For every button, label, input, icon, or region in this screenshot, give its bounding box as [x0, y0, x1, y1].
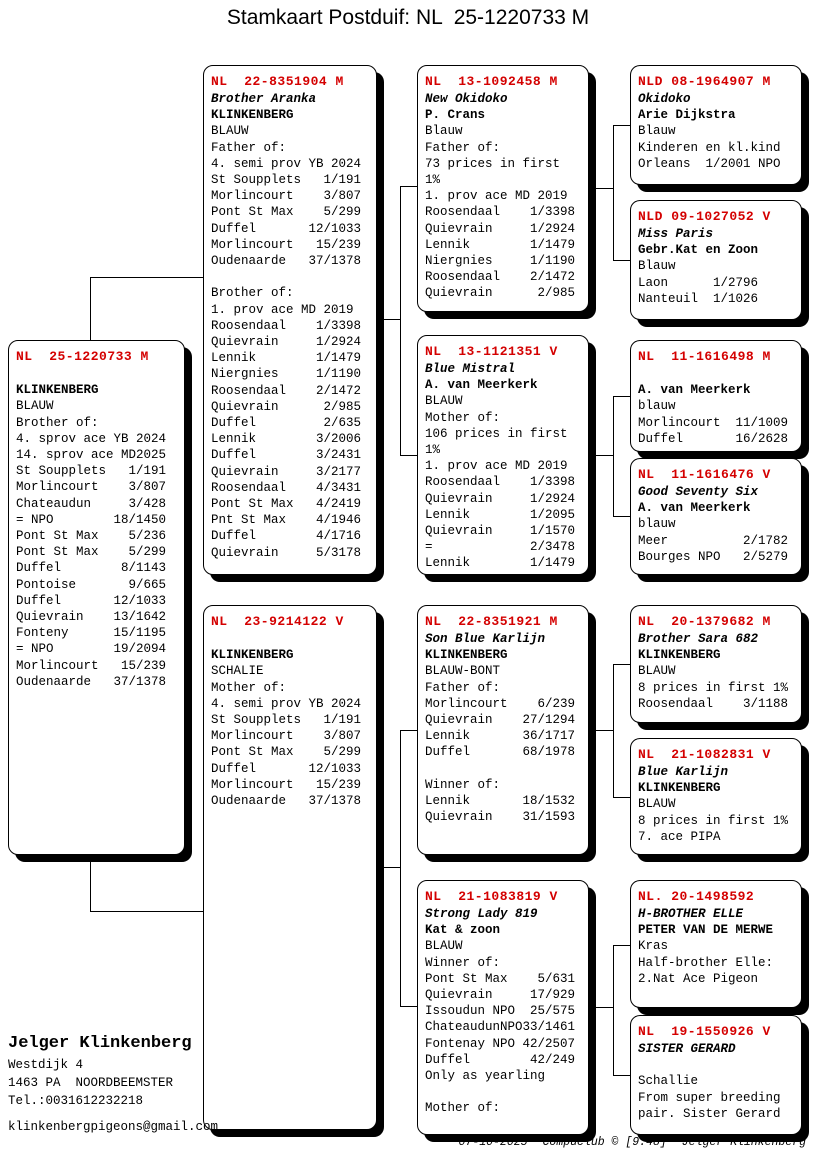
box-content: [638, 226, 794, 307]
box-line: Roosendaal 2/1472: [425, 270, 576, 285]
box-line: Pontoise 9/665: [16, 577, 167, 592]
box-line: Mother of:: [425, 1101, 501, 1116]
ring-number: NL 21-1083819 V: [425, 889, 558, 904]
box-line: Blauw: [638, 124, 676, 139]
box-content: [638, 764, 794, 845]
pedigree-box-grandmother-paternal: [417, 335, 589, 575]
pedigree-box-great-grandparent-5: [630, 605, 802, 723]
ring-number: NL 20-1379682 M: [638, 614, 771, 629]
box-line: BLAUW: [638, 797, 676, 812]
box-line: Duffel 3/2431: [211, 448, 362, 463]
box-line: Morlincourt 15/239: [16, 658, 167, 673]
box-line: Brother of:: [16, 415, 99, 430]
box-line: Fontenay NPO 42/2507: [425, 1036, 576, 1051]
box-content: [638, 366, 794, 447]
box-line: Quievrain 1/2924: [211, 335, 362, 350]
box-line: Niergnies 1/1190: [211, 367, 362, 382]
box-line: [638, 366, 794, 382]
footer-owner-name: Jelger Klinkenberg: [681, 1136, 806, 1149]
box-line: Chateaudun 3/428: [16, 496, 167, 511]
box-line: blauw: [638, 399, 676, 414]
box-line: Brother of:: [211, 286, 294, 301]
connector-line: [400, 730, 417, 731]
box-line: PETER VAN DE MERWE: [638, 923, 774, 938]
box-line: Schallie: [638, 1074, 699, 1089]
box-line: St Soupplets 1/191: [211, 173, 362, 188]
pedigree-box-father: [203, 65, 377, 575]
box-line: Oudenaarde 37/1378: [211, 254, 362, 269]
box-line: = 2/3478: [425, 540, 576, 555]
box-line: Duffel 16/2628: [638, 431, 789, 446]
pedigree-box-grandfather-maternal: [417, 605, 589, 855]
box-line: Quievrain 5/3178: [211, 545, 362, 560]
box-line: Mother of:: [425, 410, 501, 425]
box-line: Winner of:: [425, 955, 501, 970]
box-line: Morlincourt 3/807: [211, 189, 362, 204]
box-line: Roosendaal 3/1188: [638, 696, 789, 711]
box-line: P. Crans: [425, 108, 486, 123]
box-line: KLINKENBERG: [638, 781, 721, 796]
ring-number: NL 22-8351904 M: [211, 74, 344, 89]
box-line: Duffel 42/249: [425, 1052, 576, 1067]
box-line: [211, 269, 369, 285]
box-line: [425, 1084, 581, 1100]
box-line: Pont St Max 5/299: [16, 545, 167, 560]
box-content: [425, 906, 581, 1117]
box-line: Orleans 1/2001 NPO: [638, 156, 781, 171]
box-content: [425, 631, 581, 825]
box-line: A. van Meerkerk: [638, 383, 751, 398]
box-line: Pont St Max 5/299: [211, 745, 362, 760]
ring-number: NLD 09-1027052 V: [638, 209, 771, 224]
box-line: Duffel 4/1716: [211, 529, 362, 544]
box-line: Roosendaal 1/3398: [425, 475, 576, 490]
box-line: BLAUW: [638, 664, 676, 679]
ring-number: NL 13-1121351 V: [425, 344, 558, 359]
footer-date: 07-10-2025: [458, 1136, 528, 1149]
box-line: 8 prices in first 1%: [638, 680, 789, 695]
box-line: Duffel 8/1143: [16, 561, 167, 576]
connector-line: [90, 277, 203, 278]
box-line: Half-brother Elle:: [638, 955, 774, 970]
box-line: Morlincourt 3/807: [16, 480, 167, 495]
box-line: St Soupplets 1/191: [211, 713, 362, 728]
box-line: Kat & zoon: [425, 923, 501, 938]
owner-phone: Tel.:0031612232218: [8, 1094, 144, 1108]
box-line: Roosendaal 2/1472: [211, 383, 362, 398]
box-line: Pont St Max 5/299: [211, 205, 362, 220]
page-title: Stamkaart Postduif: NL 25-1220733 M: [226, 6, 590, 29]
connector-line: [589, 1007, 613, 1008]
ring-number: NLD 08-1964907 M: [638, 74, 771, 89]
box-line: 1%: [425, 173, 441, 188]
connector-line: [613, 516, 630, 517]
box-line: BLAUW: [425, 394, 463, 409]
box-line: Oudenaarde 37/1378: [211, 794, 362, 809]
box-line: 1. prov ace MD 2019: [425, 459, 568, 474]
box-line: [16, 366, 177, 382]
box-line: Brother Sara 682: [638, 632, 759, 646]
box-line: KLINKENBERG: [211, 108, 294, 123]
ring-number: NL. 20-1498592: [638, 889, 755, 904]
connector-line: [613, 1075, 630, 1076]
box-line: Kras: [638, 939, 669, 954]
box-line: Bourges NPO 2/5279: [638, 549, 789, 564]
box-line: [211, 631, 369, 647]
box-line: 1. prov ace MD 2019: [211, 302, 354, 317]
box-line: 7. ace PIPA: [638, 829, 721, 844]
box-line: Duffel 2/635: [211, 416, 362, 431]
box-line: BLAUW-BONT: [425, 664, 501, 679]
box-line: BLAUW: [16, 399, 54, 414]
box-line: Strong Lady 819: [425, 907, 538, 921]
box-line: Roosendaal 1/3398: [425, 205, 576, 220]
ring-number: NL 11-1616498 M: [638, 349, 771, 364]
box-line: = NPO 18/1450: [16, 512, 167, 527]
box-content: [638, 1041, 794, 1122]
box-content: [425, 91, 581, 302]
box-content: [211, 631, 369, 809]
box-line: Blue Karlijn: [638, 765, 729, 779]
pedigree-box-great-grandparent-2: [630, 200, 802, 320]
ring-number: NL 25-1220733 M: [16, 349, 149, 364]
connector-line: [613, 396, 630, 397]
connector-line: [589, 730, 613, 731]
box-line: [638, 1057, 794, 1073]
box-line: Meer 2/1782: [638, 533, 789, 548]
box-line: Okidoko: [638, 92, 691, 106]
box-line: Good Seventy Six: [638, 485, 759, 499]
box-line: BLAUW: [425, 939, 463, 954]
box-line: From super breeding: [638, 1090, 781, 1105]
box-line: Pnt St Max 4/1946: [211, 513, 362, 528]
box-line: = NPO 19/2094: [16, 642, 167, 657]
box-line: Morlincourt 15/239: [211, 237, 362, 252]
connector-line: [90, 911, 203, 912]
box-line: Quievrain 27/1294: [425, 713, 576, 728]
box-line: Winner of:: [425, 777, 501, 792]
connector-line: [589, 188, 613, 189]
box-line: Quievrain 3/2177: [211, 464, 362, 479]
box-content: [211, 91, 369, 561]
box-line: SISTER GERARD: [638, 1042, 736, 1056]
owner-email: klinkenbergpigeons@gmail.com: [8, 1120, 219, 1134]
ring-number: NL 13-1092458 M: [425, 74, 558, 89]
connector-line: [613, 260, 630, 261]
pedigree-box-great-grandparent-4: [630, 458, 802, 575]
box-line: 106 prices in first: [425, 426, 568, 441]
box-line: Gebr.Kat en Zoon: [638, 243, 759, 258]
connector-line: [400, 730, 401, 1007]
box-line: Quievrain 17/929: [425, 988, 576, 1003]
box-line: Blauw: [638, 259, 676, 274]
box-line: Mother of:: [211, 680, 287, 695]
box-line: KLINKENBERG: [638, 648, 721, 663]
box-line: Blue Mistral: [425, 362, 516, 376]
connector-line: [377, 319, 400, 320]
box-line: Only as yearling: [425, 1069, 546, 1084]
box-content: [425, 361, 581, 572]
box-line: Duffel 12/1033: [16, 593, 167, 608]
box-content: [638, 631, 794, 712]
box-content: [16, 366, 177, 690]
box-line: Lennik 1/2095: [425, 507, 576, 522]
box-line: Duffel 68/1978: [425, 745, 576, 760]
box-line: Quievrain 31/1593: [425, 810, 576, 825]
connector-line: [400, 1006, 417, 1007]
box-line: 73 prices in first: [425, 156, 561, 171]
box-line: 14. sprov ace MD2025: [16, 448, 167, 463]
pedigree-box-grandfather-paternal: [417, 65, 589, 312]
connector-line: [613, 125, 614, 260]
connector-line: [400, 186, 401, 455]
box-line: Brother Aranka: [211, 92, 317, 106]
box-line: Roosendaal 4/3431: [211, 480, 362, 495]
box-line: Quievrain 13/1642: [16, 610, 167, 625]
connector-line: [613, 945, 630, 946]
box-line: A. van Meerkerk: [638, 501, 751, 516]
box-line: Nanteuil 1/1026: [638, 291, 759, 306]
pedigree-box-mother: [203, 605, 377, 1130]
pedigree-box-great-grandparent-3: [630, 340, 802, 452]
box-line: Lennik 36/1717: [425, 729, 576, 744]
box-line: 2.Nat Ace Pigeon: [638, 971, 759, 986]
box-line: Kinderen en kl.kind: [638, 140, 781, 155]
box-line: 1%: [425, 443, 441, 458]
box-content: [638, 906, 794, 987]
box-line: 4. semi prov YB 2024: [211, 156, 362, 171]
box-line: Miss Paris: [638, 227, 714, 241]
box-line: KLINKENBERG: [16, 383, 99, 398]
owner-name: Jelger Klinkenberg: [8, 1034, 192, 1053]
box-content: [638, 484, 794, 565]
box-line: Father of:: [211, 140, 287, 155]
connector-line: [613, 797, 630, 798]
box-line: 4. sprov ace YB 2024: [16, 431, 167, 446]
owner-address-street: Westdijk 4: [8, 1058, 84, 1072]
connector-line: [613, 664, 614, 797]
connector-line: [613, 945, 614, 1075]
box-line: Lennik 1/1479: [425, 556, 576, 571]
box-line: KLINKENBERG: [425, 648, 508, 663]
box-line: BLAUW: [211, 124, 249, 139]
pedigree-box-great-grandparent-7: [630, 880, 802, 1008]
box-line: pair. Sister Gerard: [638, 1106, 781, 1121]
box-content: [638, 91, 794, 172]
pedigree-box-subject: [8, 340, 185, 855]
connector-line: [400, 186, 417, 187]
ring-number: NL 22-8351921 M: [425, 614, 558, 629]
box-line: 4. semi prov YB 2024: [211, 696, 362, 711]
box-line: Quievrain 1/2924: [425, 221, 576, 236]
box-line: blauw: [638, 517, 676, 532]
box-line: Morlincourt 3/807: [211, 729, 362, 744]
box-line: Lennik 18/1532: [425, 794, 576, 809]
connector-line: [400, 455, 417, 456]
box-line: Oudenaarde 37/1378: [16, 674, 167, 689]
box-line: Niergnies 1/1190: [425, 254, 576, 269]
box-line: Father of:: [425, 140, 501, 155]
box-line: Lennik 1/1479: [211, 351, 362, 366]
box-line: H-BROTHER ELLE: [638, 907, 744, 921]
box-line: KLINKENBERG: [211, 648, 294, 663]
box-line: [425, 761, 581, 777]
connector-line: [377, 867, 400, 868]
box-line: Quievrain 1/2924: [425, 491, 576, 506]
box-line: Son Blue Karlijn: [425, 632, 546, 646]
box-line: Duffel 12/1033: [211, 761, 362, 776]
owner-address-city: 1463 PA NOORDBEEMSTER: [8, 1076, 174, 1090]
ring-number: NL 21-1082831 V: [638, 747, 771, 762]
box-line: Father of:: [425, 680, 501, 695]
box-line: Quievrain 2/985: [425, 286, 576, 301]
box-line: ChateaudunNPO33/1461: [425, 1020, 576, 1035]
box-line: Arie Dijkstra: [638, 108, 736, 123]
box-line: Morlincourt 6/239: [425, 696, 576, 711]
box-line: New Okidoko: [425, 92, 508, 106]
ring-number: NL 23-9214122 V: [211, 614, 344, 629]
pedigree-box-great-grandparent-8: [630, 1015, 802, 1135]
box-line: Morlincourt 15/239: [211, 777, 362, 792]
box-line: SCHALIE: [211, 664, 264, 679]
owner-block: [8, 1032, 192, 1110]
box-line: Pont St Max 5/631: [425, 971, 576, 986]
box-line: 8 prices in first 1%: [638, 813, 789, 828]
box-line: Quievrain 1/1570: [425, 524, 576, 539]
pedigree-box-great-grandparent-1: [630, 65, 802, 185]
box-line: A. van Meerkerk: [425, 378, 538, 393]
connector-line: [613, 664, 630, 665]
box-line: Fonteny 15/1195: [16, 626, 167, 641]
connector-line: [90, 855, 91, 912]
box-line: Lennik 3/2006: [211, 432, 362, 447]
box-line: Blauw: [425, 124, 463, 139]
box-line: Laon 1/2796: [638, 275, 759, 290]
box-line: Pont St Max 5/236: [16, 529, 167, 544]
box-line: Duffel 12/1033: [211, 221, 362, 236]
connector-line: [613, 396, 614, 516]
box-line: Issoudun NPO 25/575: [425, 1004, 576, 1019]
connector-line: [90, 277, 91, 340]
box-line: Pont St Max 4/2419: [211, 497, 362, 512]
box-line: Quievrain 2/985: [211, 399, 362, 414]
ring-number: NL 11-1616476 V: [638, 467, 771, 482]
ring-number: NL 19-1550926 V: [638, 1024, 771, 1039]
box-line: Morlincourt 11/1009: [638, 415, 789, 430]
box-line: 1. prov ace MD 2019: [425, 189, 568, 204]
box-line: Roosendaal 1/3398: [211, 318, 362, 333]
box-line: Lennik 1/1479: [425, 237, 576, 252]
pedigree-box-great-grandparent-6: [630, 738, 802, 855]
box-line: St Soupplets 1/191: [16, 464, 167, 479]
connector-line: [613, 125, 630, 126]
pedigree-box-grandmother-maternal: [417, 880, 589, 1135]
footer-software: Compuclub © [9.48]: [542, 1136, 667, 1149]
footer: [459, 1136, 806, 1149]
connector-line: [589, 455, 613, 456]
